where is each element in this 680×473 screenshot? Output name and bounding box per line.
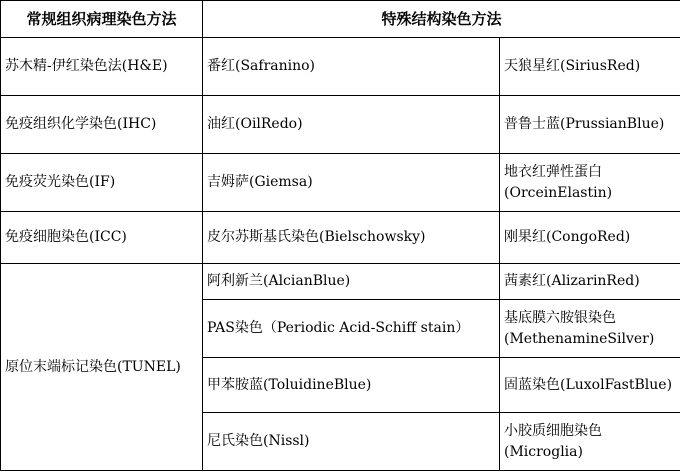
header-special-methods: 特殊结构染色方法 bbox=[203, 1, 680, 38]
table-row bbox=[1, 212, 680, 264]
special-method-cell: 阿利新兰(AlcianBlue) bbox=[203, 264, 500, 300]
special-method-cell: 番红(Safranino) bbox=[203, 38, 500, 96]
table-row bbox=[1, 38, 680, 96]
header-routine-methods: 常规组织病理染色方法 bbox=[1, 1, 203, 38]
special-method-cell: 油红(OilRedo) bbox=[203, 96, 500, 154]
special-method-cell: 普鲁士蓝(PrussianBlue) bbox=[500, 96, 680, 154]
special-method-cell: 皮尔苏斯基氏染色(Bielschowsky) bbox=[203, 212, 500, 264]
special-method-cell: 尼氏染色(Nissl) bbox=[203, 413, 500, 471]
special-method-cell: 天狼星红(SiriusRed) bbox=[500, 38, 680, 96]
routine-method-cell: 免疫荧光染色(IF) bbox=[1, 154, 203, 212]
table-row bbox=[1, 96, 680, 154]
routine-method-cell: 免疫组织化学染色(IHC) bbox=[1, 96, 203, 154]
special-method-cell: 刚果红(CongoRed) bbox=[500, 212, 680, 264]
routine-method-cell: 免疫细胞染色(ICC) bbox=[1, 212, 203, 264]
table-row bbox=[1, 154, 680, 212]
special-method-cell: 固蓝染色(LuxolFastBlue) bbox=[500, 358, 680, 413]
table-row bbox=[1, 264, 680, 300]
special-method-cell: 吉姆萨(Giemsa) bbox=[203, 154, 500, 212]
routine-method-cell: 原位末端标记染色(TUNEL) bbox=[1, 264, 203, 471]
special-method-cell: 甲苯胺蓝(ToluidineBlue) bbox=[203, 358, 500, 413]
routine-method-cell: 苏木精-伊红染色法(H&E) bbox=[1, 38, 203, 96]
special-method-cell: 地衣红弹性蛋白(OrceinElastin) bbox=[500, 154, 680, 212]
special-method-cell: 茜素红(AlizarinRed) bbox=[500, 264, 680, 300]
special-method-cell: 小胶质细胞染色(Microglia) bbox=[500, 413, 680, 471]
header-row bbox=[1, 1, 680, 38]
special-method-cell: 基底膜六胺银染色(MethenamineSilver) bbox=[500, 300, 680, 358]
special-method-cell: PAS染色（Periodic Acid-Schiff stain） bbox=[203, 300, 500, 358]
